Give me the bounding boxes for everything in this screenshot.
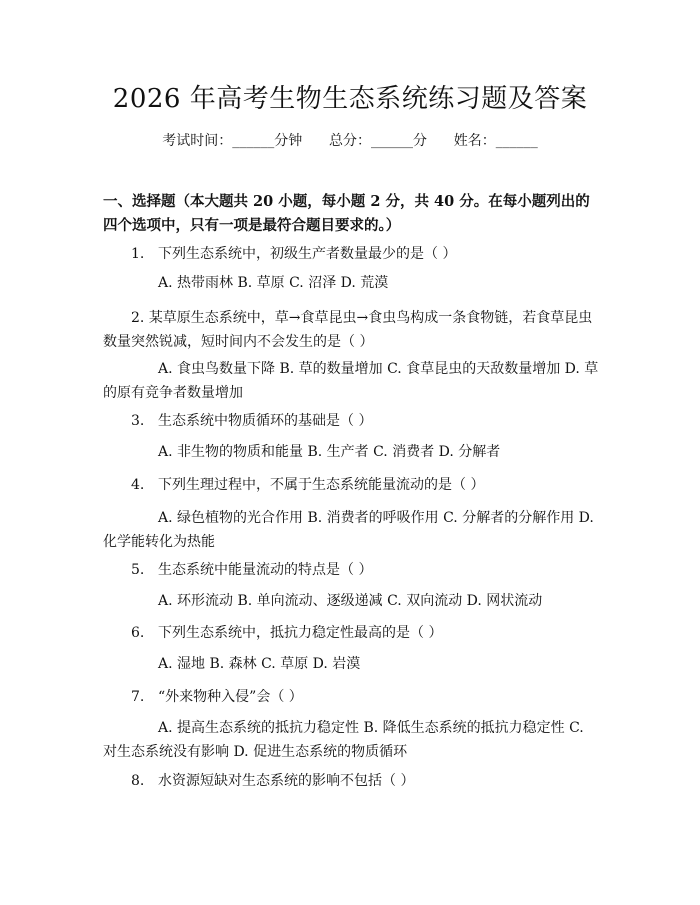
question-stem <box>103 242 600 266</box>
question-number: 7. <box>131 689 145 705</box>
question-number: 2. <box>131 310 145 326</box>
question-text: 下列生理过程中，不属于生态系统能量流动的是（ ） <box>158 477 485 493</box>
exam-meta <box>0 131 700 151</box>
question-text: 生态系统中物质循环的基础是（ ） <box>158 413 373 429</box>
question-stem <box>103 306 600 354</box>
question-options: A. 非生物的物质和能量 B. 生产者 C. 消费者 D. 分解者 <box>158 444 501 460</box>
question-stem <box>103 621 600 645</box>
question-text: 某草原生态系统中，草→食草昆虫→食虫鸟构成一条食物链，若食草昆虫数量突然锐减，短时间内不会发生的是（ ） <box>103 310 593 350</box>
question-number: 8. <box>131 773 145 789</box>
question-text: 生态系统中能量流动的特点是（ ） <box>158 562 373 578</box>
student-name-label: 姓名：______ <box>453 133 538 149</box>
question-number: 4. <box>131 477 145 493</box>
question-number: 5. <box>131 562 145 578</box>
question-number: 6. <box>131 625 145 641</box>
question-stem <box>103 685 600 709</box>
question-options: A. 食虫鸟数量下降 B. 草的数量增加 C. 食草昆虫的天敌数量增加 D. 草的原有竞争者数量增加 <box>103 361 599 401</box>
question-options: A. 提高生态系统的抵抗力稳定性 B. 降低生态系统的抵抗力稳定性 C. 对生态系统没有影响 D. 促进生态系统的物质循环 <box>103 720 584 760</box>
question-number: 1. <box>131 246 145 262</box>
question-stem <box>103 473 600 497</box>
question-number: 3. <box>131 413 145 429</box>
section-heading-choice: 一、选择题（本大题共 20 小题，每小题 2 分，共 40 分。在每小题列出的四个选项中，只有一项是最符合题目要求的。） <box>103 193 590 234</box>
question-options: A. 环形流动 B. 单向流动、逐级递减 C. 双向流动 D. 网状流动 <box>158 593 543 609</box>
question-stem <box>103 409 600 433</box>
question-text: “外来物种入侵”会（ ） <box>158 689 303 705</box>
question-text: 水资源短缺对生态系统的影响不包括（ ） <box>158 773 415 789</box>
question-text: 下列生态系统中，初级生产者数量最少的是（ ） <box>158 246 457 262</box>
question-options: A. 热带雨林 B. 草原 C. 沼泽 D. 荒漠 <box>158 275 389 291</box>
question-options: A. 绿色植物的光合作用 B. 消费者的呼吸作用 C. 分解者的分解作用 D. 化学能转化为热能 <box>103 510 594 550</box>
total-score-label: 总分：______分 <box>329 133 427 149</box>
question-stem <box>103 558 600 582</box>
question-options: A. 湿地 B. 森林 C. 草原 D. 岩漠 <box>158 656 361 672</box>
page-title: 2026 年高考生物生态系统练习题及答案 <box>112 84 588 114</box>
exam-time-label: 考试时间：______分钟 <box>162 133 303 149</box>
question-text: 下列生态系统中，抵抗力稳定性最高的是（ ） <box>158 625 443 641</box>
question-stem <box>103 769 600 793</box>
